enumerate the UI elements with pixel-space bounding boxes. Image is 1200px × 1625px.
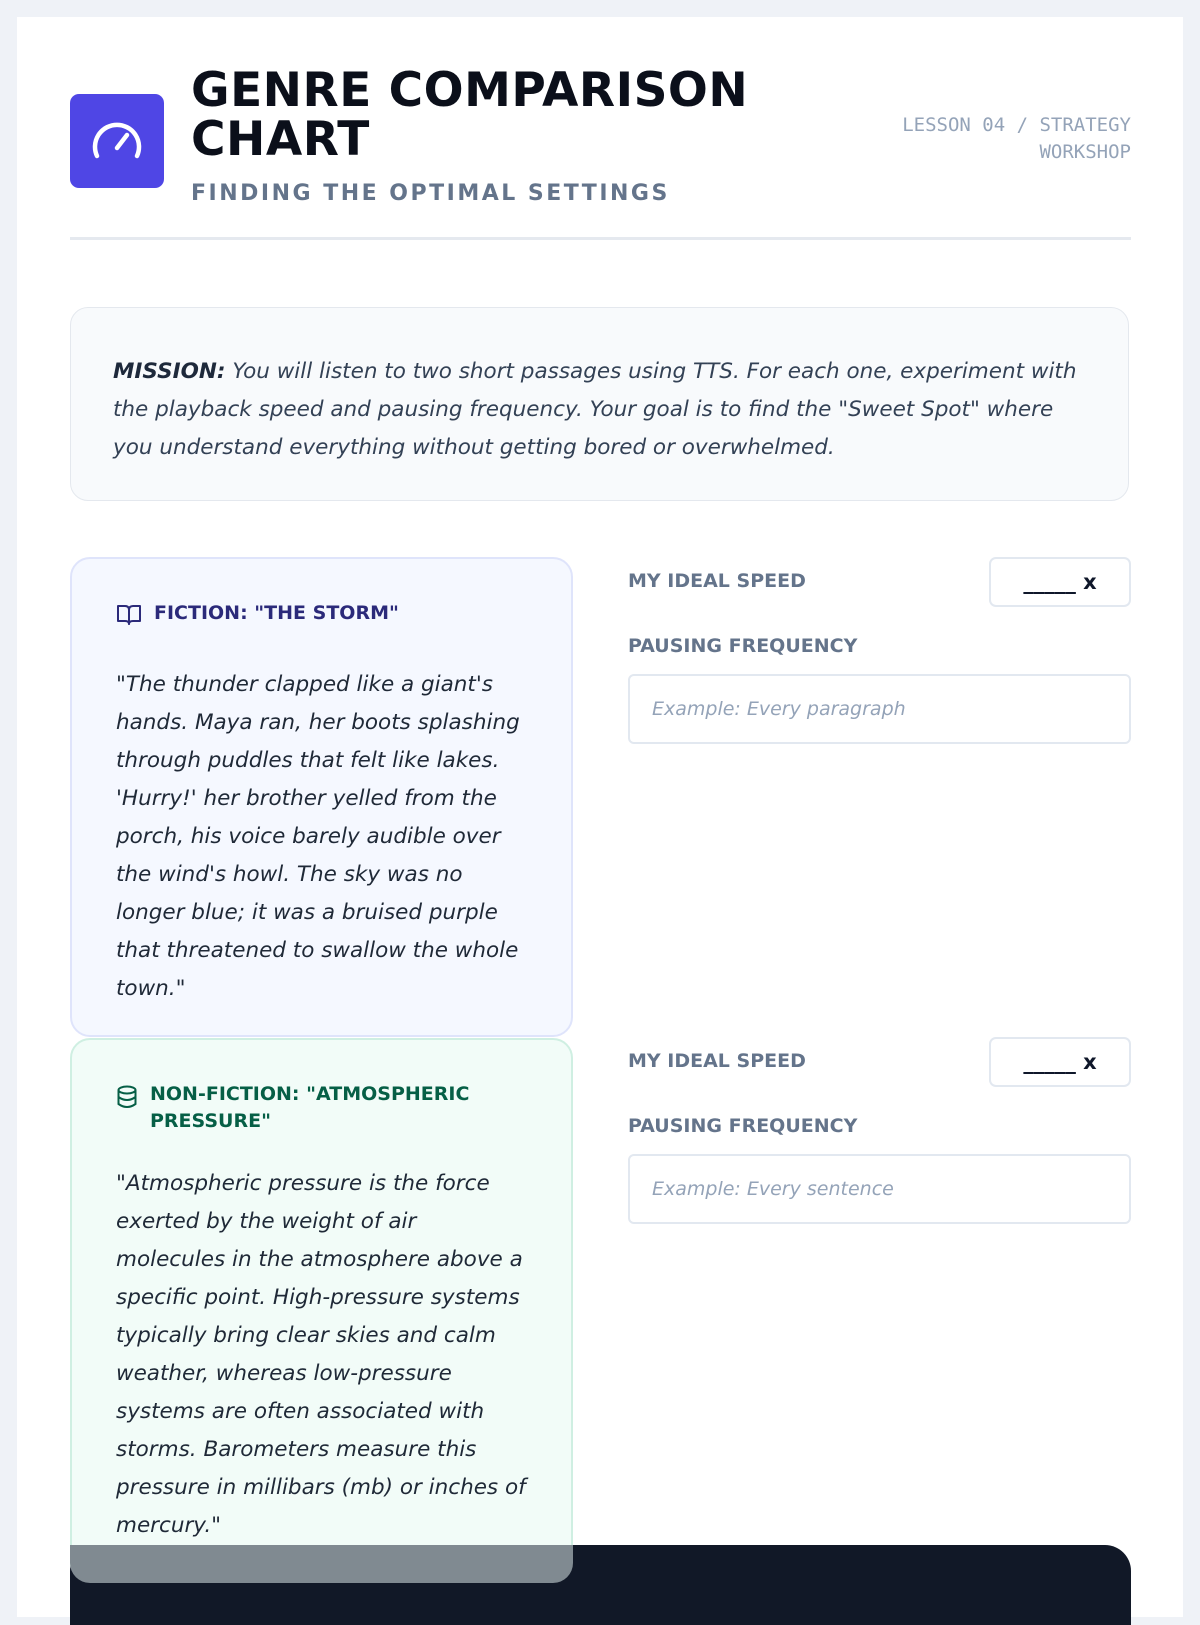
pausing-label: PAUSING FREQUENCY xyxy=(628,635,858,657)
pausing-frequency-input[interactable] xyxy=(628,674,1131,744)
mission-label: MISSION: xyxy=(113,359,226,384)
passage-text: "Atmospheric pressure is the force exerted by the weight of air molecules in the atmosphere above a specific point. High-pressure systems typically bring clear skies and calm weather, whereas low-pressure systems are often associated with storms. Barometers measure this pressure in millibars (mb) or inches of mercury." xyxy=(116,1171,526,1538)
passage-heading xyxy=(116,600,531,634)
lesson-tag: LESSON 04 / STRATEGY WORKSHOP xyxy=(902,114,1131,163)
logo-badge xyxy=(70,94,164,188)
speed-label: MY IDEAL SPEED xyxy=(628,1050,806,1072)
pausing-label: PAUSING FREQUENCY xyxy=(628,1115,858,1137)
mission-text: You will listen to two short passages using TTS. For each one, experiment with the playback speed and pausing frequency. Your goal is to find the "Sweet Spot" where you understand everything without getting bored or overwhelmed. xyxy=(113,359,1077,460)
passage-title: FICTION: "THE STORM" xyxy=(154,602,399,624)
speed-label: MY IDEAL SPEED xyxy=(628,570,806,592)
speed-input[interactable]: _____ x xyxy=(989,557,1131,607)
gauge-icon xyxy=(91,118,143,164)
pausing-frequency-input[interactable] xyxy=(628,1154,1131,1224)
mission-box xyxy=(70,307,1129,501)
speed-input[interactable]: _____ x xyxy=(989,1037,1131,1087)
nonfiction-passage-card xyxy=(70,1038,573,1583)
book-open-icon xyxy=(116,604,142,634)
passage-heading xyxy=(116,1081,531,1135)
card-overlap-shade xyxy=(70,1545,573,1583)
passage-title: NON-FICTION: "ATMOSPHERIC PRESSURE" xyxy=(150,1083,470,1132)
fiction-passage-card xyxy=(70,557,573,1037)
header-divider xyxy=(70,237,1131,240)
page-subtitle: FINDING THE OPTIMAL SETTINGS xyxy=(191,181,670,206)
passage-text: "The thunder clapped like a giant's hands. Maya ran, her boots splashing through puddles that felt like lakes. 'Hurry!' her brother yelled from the porch, his voice barely audible over the wind's howl. The sky was no longer blue; it was a bruised purple that threatened to swallow the whole town." xyxy=(116,672,520,1001)
database-icon xyxy=(116,1085,138,1117)
page-title: GENRE COMPARISON CHART xyxy=(191,63,749,167)
